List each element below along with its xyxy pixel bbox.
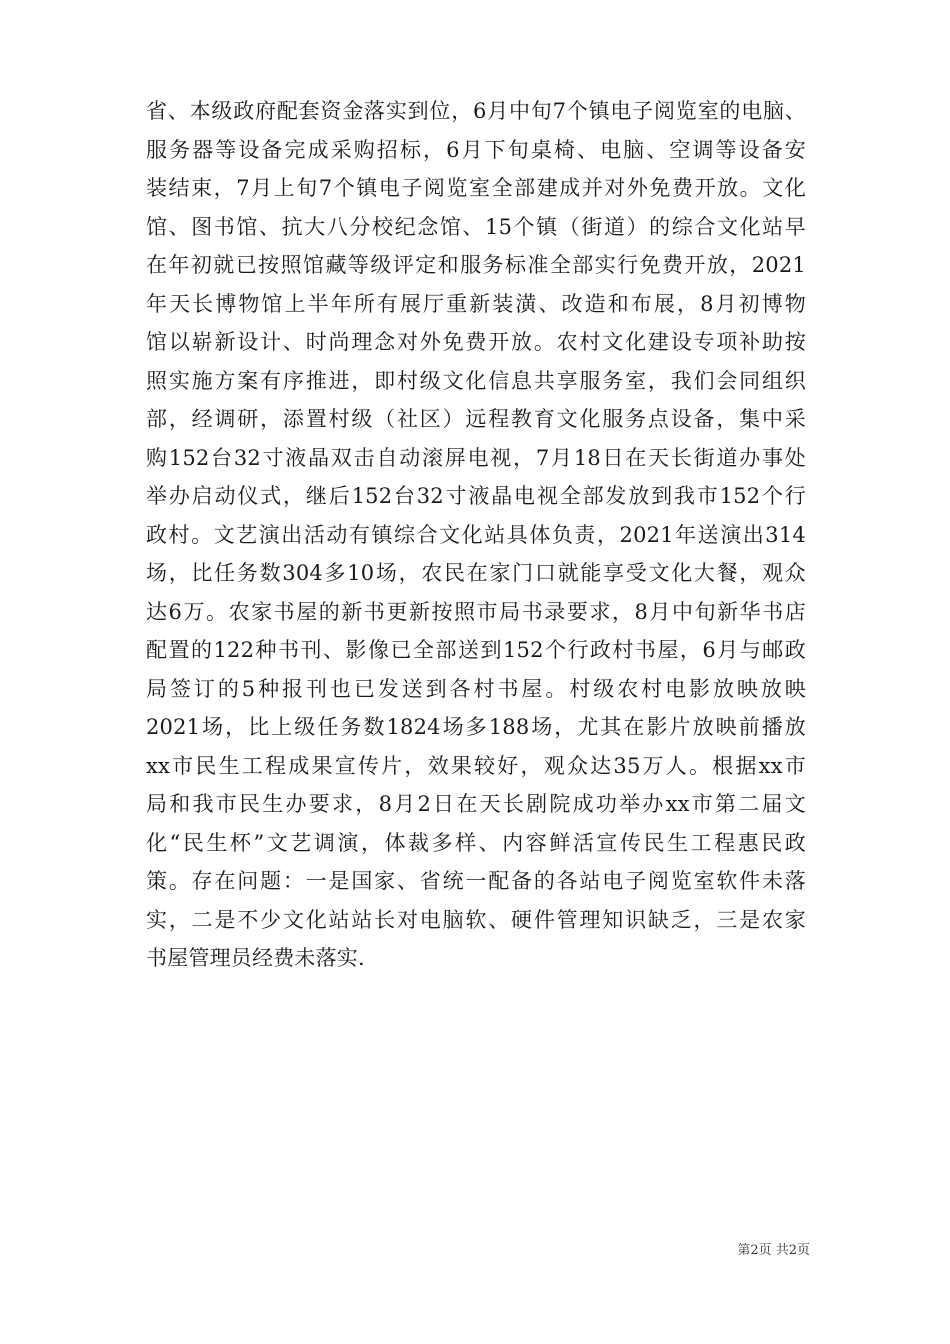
paragraph-line: 达6万。农家书屋的新书更新按照市局书录要求，8月中旬新华书店 [146,599,806,624]
paragraph-line: 馆、图书馆、抗大八分校纪念馆、15个镇（街道）的综合文化站早 [146,214,806,239]
paragraph-line: 配置的122种书刊、影像已全部送到152个行政村书屋，6月与邮政 [146,638,806,662]
paragraph-line: 书屋管理员经费未落实. [146,946,365,970]
paragraph-line: xx市民生工程成果宣传片，效果较好，观众达35万人。根据xx市 [146,753,806,778]
paragraph-line: 举办启动仪式，继后152台32寸液晶电视全部发放到我市152个行 [146,484,806,508]
paragraph-line: 2021场，比上级任务数1824场多188场，尤其在影片放映前播放 [146,715,806,739]
paragraph-line: 局签订的5种报刊也已发送到各村书屋。村级农村电影放映放映 [146,676,806,701]
paragraph-line: 馆以崭新设计、时尚理念对外免费开放。农村文化建设专项补助按 [146,330,806,354]
paragraph-line: 装结束，7月上旬7个镇电子阅览室全部建成并对外免费开放。文化 [146,176,806,200]
paragraph-line: 化“民生杯”文艺调演，体裁多样、内容鲜活宣传民生工程惠民政 [146,830,806,855]
paragraph-line: 省、本级政府配套资金落实到位，6月中旬7个镇电子阅览室的电脑、 [146,99,806,123]
page-number-footer: 第2页 共2页 [737,1243,810,1258]
paragraph-line: 政村。文艺演出活动有镇综合文化站具体负责，2021年送演出314 [146,522,806,547]
paragraph-line: 照实施方案有序推进，即村级文化信息共享服务室，我们会同组织 [146,368,806,393]
paragraph-line: 在年初就已按照馆藏等级评定和服务标准全部实行免费开放，2021 [146,253,806,277]
paragraph-line: 部，经调研，添置村级（社区）远程教育文化服务点设备，集中采 [146,407,806,431]
paragraph-line: 策。存在问题：一是国家、省统一配备的各站电子阅览室软件未落 [146,869,806,893]
paragraph-line: 购152台32寸液晶双击自动滚屏电视，7月18日在天长街道办事处 [146,445,806,470]
paragraph-line: 服务器等设备完成采购招标，6月下旬桌椅、电脑、空调等设备安 [146,137,806,162]
paragraph-line: 场，比任务数304多10场，农民在家门口就能享受文化大餐，观众 [146,561,806,585]
paragraph-line: 年天长博物馆上半年所有展厅重新装潢、改造和布展，8月初博物 [146,291,806,316]
body-paragraph [146,92,806,978]
paragraph-line: 实，二是不少文化站站长对电脑软、硬件管理知识缺乏，三是农家 [146,907,806,932]
paragraph-line: 局和我市民生办要求，8月2日在天长剧院成功举办xx市第二届文 [146,792,806,816]
